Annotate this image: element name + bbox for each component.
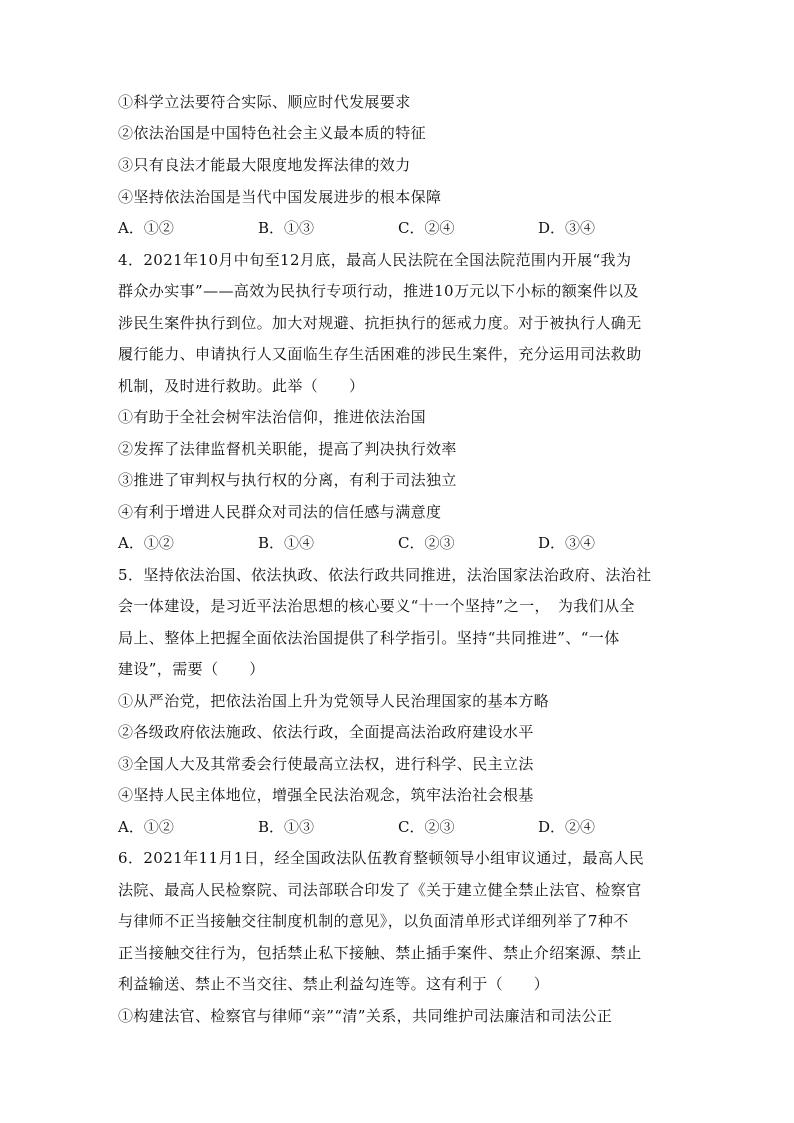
q3-option-b: B．①③ [258, 219, 315, 237]
q4-option-b: B．①④ [258, 534, 315, 552]
q6-stem-line-5: 利益输送、禁止不当交往、禁止利益勾连等。这有利于（ ） [118, 975, 550, 993]
q4-stem-line-2: 群众办实事”——高效为民执行专项行动，推进10万元以下小标的额案件以及 [118, 282, 639, 300]
q5-stem-line-1: 5．坚持依法治国、依法执政、依法行政共同推进，法治国家法治政府、法治社 [118, 566, 652, 584]
q4-option-d: D．③④ [538, 534, 596, 552]
q5-item-3: ③全国人大及其常委会行使最高立法权，进行科学、民主立法 [118, 755, 534, 773]
q5-item-1: ①从严治党，把依法治国上升为党领导人民治理国家的基本方略 [118, 692, 550, 710]
q4-stem-line-4: 履行能力、申请执行人又面临生存生活困难的涉民生案件，充分运用司法救助 [118, 345, 642, 363]
q5-option-c: C．②③ [398, 818, 455, 836]
q4-option-a: A．①② [118, 534, 174, 552]
q3-item-1: ①科学立法要符合实际、顺应时代发展要求 [118, 93, 411, 111]
q3-item-2: ②依法治国是中国特色社会主义最本质的特征 [118, 124, 427, 142]
q5-stem-line-2: 会一体建设，是习近平法治思想的核心要义“十一个坚持”之一， 为我们从全 [118, 597, 635, 615]
q4-option-c: C．②③ [398, 534, 455, 552]
q5-option-b: B．①③ [258, 818, 315, 836]
q5-stem-line-3: 局上、整体上把握全面依法治国提供了科学指引。坚持“共同推进”、“一体 [118, 629, 620, 647]
q4-options [118, 533, 678, 553]
q5-item-2: ②各级政府依法施政、依法行政，全面提高法治政府建设水平 [118, 723, 534, 741]
q4-item-4: ④有利于增进人民群众对司法的信任感与满意度 [118, 503, 442, 521]
q6-stem-line-2: 法院、最高人民检察院、司法部联合印发了《关于建立健全禁止法官、检察官 [118, 881, 642, 899]
q5-stem-line-4: 建设”，需要（ ） [118, 660, 265, 678]
q5-option-d: D．②④ [538, 818, 596, 836]
q4-item-3: ③推进了审判权与执行权的分离，有利于司法独立 [118, 471, 457, 489]
q3-option-a: A．①② [118, 219, 174, 237]
q4-stem-line-3: 涉民生案件执行到位。加大对规避、抗拒执行的惩戒力度。对于被执行人确无 [118, 314, 642, 332]
q5-option-a: A．①② [118, 818, 174, 836]
q4-item-2: ②发挥了法律监督机关职能，提高了判决执行效率 [118, 440, 457, 458]
q6-item-1: ①构建法官、检察官与律师“亲”“清”关系，共同维护司法廉洁和司法公正 [118, 1007, 613, 1025]
q4-stem-line-5: 机制，及时进行救助。此举（ ） [118, 377, 365, 395]
q4-stem-line-1: 4．2021年10月中旬至12月底，最高人民法院在全国法院范围内开展“我为 [118, 251, 632, 269]
q5-item-4: ④坚持人民主体地位，增强全民法治观念，筑牢法治社会根基 [118, 786, 534, 804]
q4-item-1: ①有助于全社会树牢法治信仰，推进依法治国 [118, 408, 427, 426]
q6-stem-line-4: 正当接触交往行为，包括禁止私下接触、禁止插手案件、禁止介绍案源、禁止 [118, 944, 642, 962]
q5-options [118, 817, 678, 837]
q3-item-3: ③只有良法才能最大限度地发挥法律的效力 [118, 156, 411, 174]
q3-item-4: ④坚持依法治国是当代中国发展进步的根本保障 [118, 188, 442, 206]
q3-option-c: C．②④ [398, 219, 455, 237]
q3-options [118, 218, 678, 238]
q3-option-d: D．③④ [538, 219, 596, 237]
q6-stem-line-3: 与律师不正当接触交往制度机制的意见》，以负面清单形式详细列举了7种不 [118, 912, 629, 930]
q6-stem-line-1: 6．2021年11月1日，经全国政法队伍教育整顿领导小组审议通过，最高人民 [118, 849, 645, 867]
